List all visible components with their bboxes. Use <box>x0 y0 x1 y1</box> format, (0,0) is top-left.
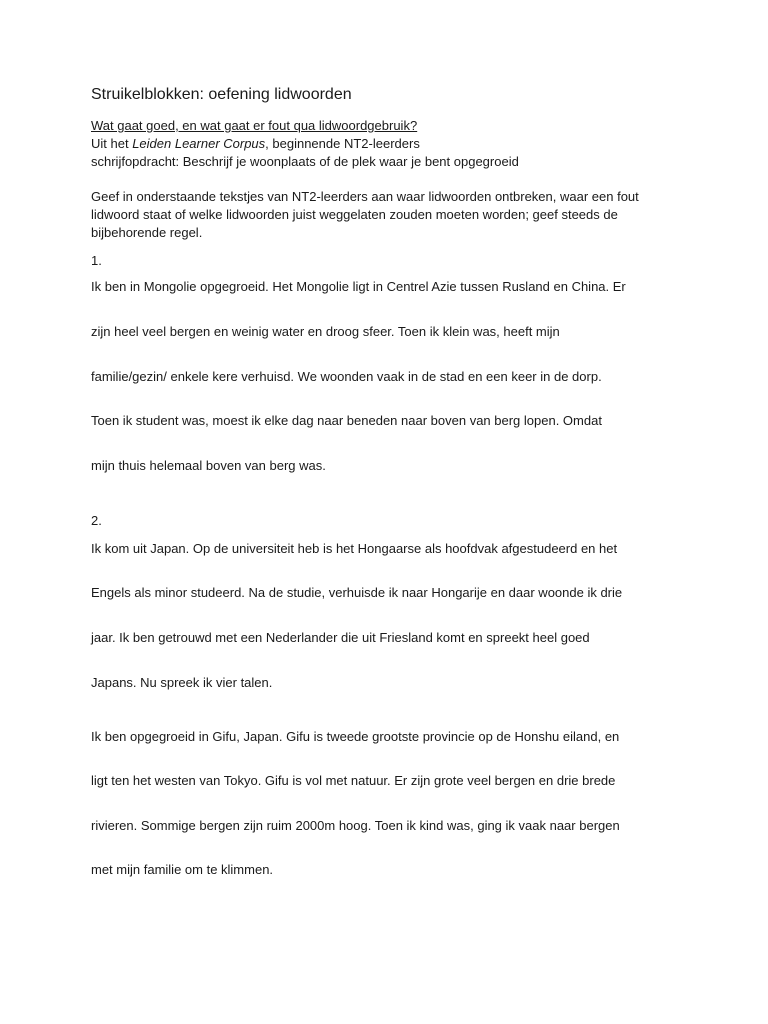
source-prefix: Uit het <box>91 136 133 151</box>
text-line: Ik ben in Mongolie opgegroeid. Het Mongolie ligt in Centrel Azie tussen Rusland en China. Er <box>91 279 626 294</box>
text-line: Japans. Nu spreek ik vier talen. <box>91 675 273 690</box>
source-suffix: , beginnende NT2-leerders <box>265 136 420 151</box>
text-number: 2. <box>91 513 102 528</box>
text-line: mijn thuis helemaal boven van berg was. <box>91 458 326 473</box>
source-line <box>91 135 519 153</box>
intro-question: Wat gaat goed, en wat gaat er fout qua lidwoordgebruik? <box>91 118 418 133</box>
corpus-name: Leiden Learner Corpus <box>132 136 266 151</box>
text-line: Toen ik student was, moest ik elke dag naar beneden naar boven van berg lopen. Omdat <box>91 413 602 428</box>
text-line: Ik ben opgegroeid in Gifu, Japan. Gifu is tweede grootste provincie op de Honshu eiland, en <box>91 729 620 744</box>
text-line: familie/gezin/ enkele kere verhuisd. We woonden vaak in de stad en een keer in de dorp. <box>91 369 602 384</box>
text-line: ligt ten het westen van Tokyo. Gifu is vol met natuur. Er zijn grote veel bergen en drie brede <box>91 773 616 788</box>
text-line: zijn heel veel bergen en weinig water en droog sfeer. Toen ik klein was, heeft mijn <box>91 324 560 339</box>
intro-block <box>91 117 519 171</box>
text-number: 1. <box>91 253 102 268</box>
text-line: met mijn familie om te klimmen. <box>91 862 274 877</box>
page-title: Struikelblokken: oefening lidwoorden <box>91 86 352 103</box>
assignment-line: schrijfopdracht: Beschrijf je woonplaats of de plek waar je bent opgegroeid <box>91 154 519 169</box>
text-line: Ik kom uit Japan. Op de universiteit heb is het Hongaarse als hoofdvak afgestudeerd en het <box>91 541 618 556</box>
instruction-paragraph: Geef in onderstaande tekstjes van NT2-leerders aan waar lidwoorden ontbreken, waar een fout lidwoord staat of welke lidwoorden juist weggelaten zouden moeten worden; geef steeds de bijbehorende regel. <box>91 189 639 240</box>
text-line: rivieren. Sommige bergen zijn ruim 2000m hoog. Toen ik kind was, ging ik vaak naar bergen <box>91 818 620 833</box>
text-line: Engels als minor studeerd. Na de studie, verhuisde ik naar Hongarije en daar woonde ik drie <box>91 585 623 600</box>
text-line: jaar. Ik ben getrouwd met een Nederlander die uit Friesland komt en spreekt heel goed <box>91 630 590 645</box>
